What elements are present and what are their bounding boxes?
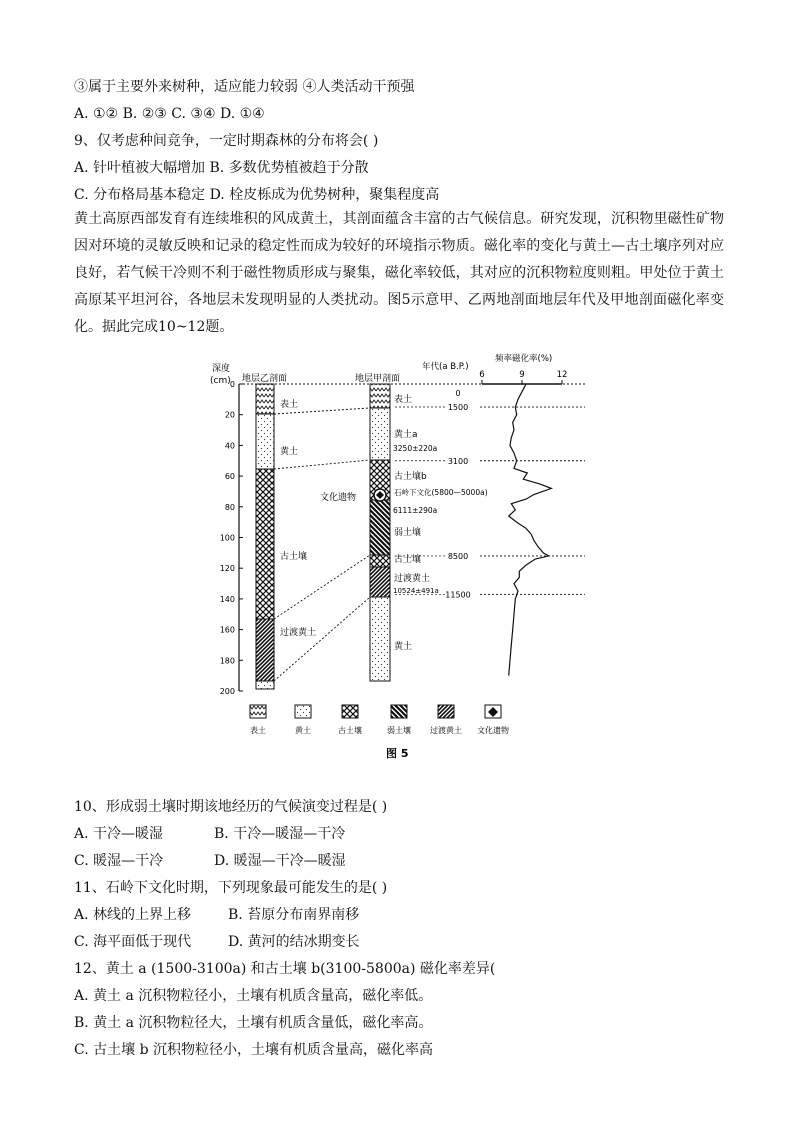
- yi-layer-loess-bottom: [256, 681, 274, 689]
- q10-option-a: A. 干冷—暖湿: [74, 826, 164, 842]
- q11-option-c: C. 海平面低于现代: [74, 934, 192, 950]
- jia-label-loess: 黄土: [394, 642, 413, 652]
- q11-option-b: B. 苔原分布南界南移: [228, 907, 360, 923]
- magnetic-susceptibility-curve: [509, 384, 552, 676]
- q11-option-a: A. 林线的上界上移: [74, 907, 192, 923]
- jia-label-shiling-culture: 石岭下文化(5800—5000a): [394, 488, 488, 497]
- q10-stem: 10、形成弱土壤时期该地经历的气候演变过程是( ): [74, 799, 388, 815]
- yi-layer-loess: [256, 414, 274, 469]
- jia-profile-title: 地层甲剖面: [355, 374, 401, 384]
- reading-passage: 黄土高原西部发育有连续堆积的风成黄土，其剖面蕴含丰富的古气候信息。研究发现，沉积物里磁性矿物因对环境的灵敏反映和记录的稳定性而成为较好的环境指示物质。磁化率的变化与黄土—古土壤序列对应良好，若气候干冷则不利于磁性物质形成与聚集，磁化率较低，其对应的沉积物粒度则粗。甲处位于黄土高原某平坦河谷，各地层未发现明显的人类扰动。图5示意甲、乙两地剖面地层年代及甲地剖面磁化率变化。据此完成10~12题。: [74, 211, 724, 335]
- q12-option-a: A. 黄土 a 沉积物粒径小，土壤有机质含量高，磁化率低。: [74, 988, 433, 1004]
- jia-date-1: 3250±220a: [393, 444, 438, 453]
- cultural-relic-marker: [374, 489, 386, 501]
- depth-tick-label: 100: [219, 533, 235, 543]
- magnetic-tick-label: 6: [479, 370, 485, 380]
- depth-axis-title: 深度: [212, 364, 231, 374]
- jia-label-transitional-loess: 过渡黄土: [394, 574, 431, 584]
- legend-label: 古土壤: [338, 726, 362, 735]
- legend: [250, 705, 509, 735]
- jia-label-topsoil: 表土: [394, 395, 413, 405]
- jia-layer-paleosol: [370, 555, 390, 567]
- legend-swatch: [342, 705, 358, 718]
- yi-layer-topsoil: [256, 384, 274, 414]
- q9-stem: 9、仅考虑种间竞争，一定时期森林的分布将会( ): [74, 133, 379, 149]
- jia-layer-topsoil: [370, 384, 390, 408]
- legend-swatch: [391, 705, 407, 718]
- jia-label-loess-a: 黄土a: [394, 430, 418, 440]
- jia-date-3: 10524±491a: [393, 587, 439, 595]
- yi-layer-paleosol: [256, 469, 274, 619]
- depth-tick-label: 160: [219, 625, 235, 635]
- jia-profile-column: [370, 384, 390, 681]
- jia-layer-loess: [370, 597, 390, 681]
- legend-swatch: [438, 705, 454, 718]
- depth-tick-label: 140: [219, 594, 235, 604]
- figure-caption: 图 5: [386, 747, 409, 760]
- depth-tick-label: 40: [224, 441, 235, 451]
- depth-tick-label: 0: [229, 380, 235, 389]
- age-axis-title: 年代(a B.P.): [422, 362, 469, 372]
- depth-tick-label: 20: [224, 410, 235, 420]
- q10-option-b: B. 干冷—暖湿—干冷: [214, 826, 346, 842]
- yi-label-topsoil: 表土: [280, 400, 299, 410]
- yi-label-transitional-loess: 过渡黄土: [280, 628, 317, 638]
- jia-layer-loess-a: [370, 408, 390, 460]
- q12-option-c: C. 古土壤 b 沉积物粒径小，土壤有机质含量高，磁化率高: [74, 1042, 433, 1058]
- jia-layer-transitional-loess: [370, 567, 390, 597]
- depth-axis-unit: (cm): [210, 376, 231, 386]
- legend-label: 弱土壤: [387, 726, 411, 735]
- jia-label-paleosol-b: 古土壤b: [394, 472, 427, 482]
- q11-option-d: D. 黄河的结冰期变长: [228, 934, 360, 950]
- jia-layer-weak-soil: [370, 500, 390, 555]
- magnetic-series-line: [509, 384, 552, 676]
- jia-label-paleosol: 古土壤: [394, 555, 422, 565]
- yi-profile-column: [256, 384, 274, 689]
- age-label: 1500: [447, 403, 469, 413]
- q12-stem: 12、黄土 a (1500-3100a) 和古土壤 b(3100-5800a) 磁化率差异(: [74, 961, 496, 977]
- q12-option-b: B. 黄土 a 沉积物粒径大，土壤有机质含量低，磁化率高。: [74, 1015, 433, 1031]
- q8-options-line: ③属于主要外来树种，适应能力较弱 ④人类活动干预强: [74, 79, 415, 95]
- age-label: 0: [455, 389, 461, 398]
- q8-choices: A. ①② B. ②③ C. ③④ D. ①④: [74, 106, 265, 122]
- q11-stem: 11、石岭下文化时期，下列现象最可能发生的是( ): [74, 880, 388, 896]
- q9-options-line-2: C. 分布格局基本稳定 D. 栓皮栎成为优势树种，聚集程度高: [74, 187, 440, 203]
- age-label: 3100: [447, 456, 469, 466]
- q10-option-c: C. 暖湿—干冷: [74, 853, 164, 869]
- cultural-relics-label: 文化遗物: [320, 493, 357, 503]
- jia-date-2: 6111±290a: [393, 506, 438, 515]
- magnetic-axis-ticks: [479, 370, 567, 384]
- magnetic-tick-label: 9: [519, 370, 525, 380]
- depth-tick-label: 180: [219, 656, 235, 666]
- magnetic-axis-title: 频率磁化率(%): [495, 354, 553, 364]
- depth-tick-label: 200: [219, 687, 235, 696]
- legend-label: 表土: [250, 726, 266, 735]
- yi-label-paleosol: 古土壤: [280, 552, 308, 562]
- depth-tick-label: 120: [219, 564, 235, 574]
- depth-tick-label: 60: [224, 472, 235, 482]
- q9-options-line-1: A. 针叶植被大幅增加 B. 多数优势植被趋于分散: [74, 160, 369, 176]
- figure-5: [200, 345, 600, 760]
- yi-label-loess: 黄土: [280, 447, 299, 457]
- legend-swatch: [250, 705, 266, 718]
- age-label: 11500: [445, 590, 471, 600]
- yi-profile-title: 地层乙剖面: [242, 374, 288, 384]
- legend-label: 过渡黄土: [430, 726, 462, 735]
- magnetic-tick-label: 12: [556, 370, 568, 380]
- q10-option-d: D. 暖湿—干冷—暖湿: [214, 853, 346, 869]
- yi-layer-transitional-loess: [256, 619, 274, 681]
- legend-swatch: [295, 705, 311, 718]
- depth-tick-label: 80: [224, 502, 235, 512]
- legend-label: 黄土: [295, 726, 311, 735]
- age-label: 8500: [447, 551, 469, 561]
- jia-label-weak-soil: 弱土壤: [394, 528, 422, 538]
- legend-label: 文化遗物: [477, 726, 509, 735]
